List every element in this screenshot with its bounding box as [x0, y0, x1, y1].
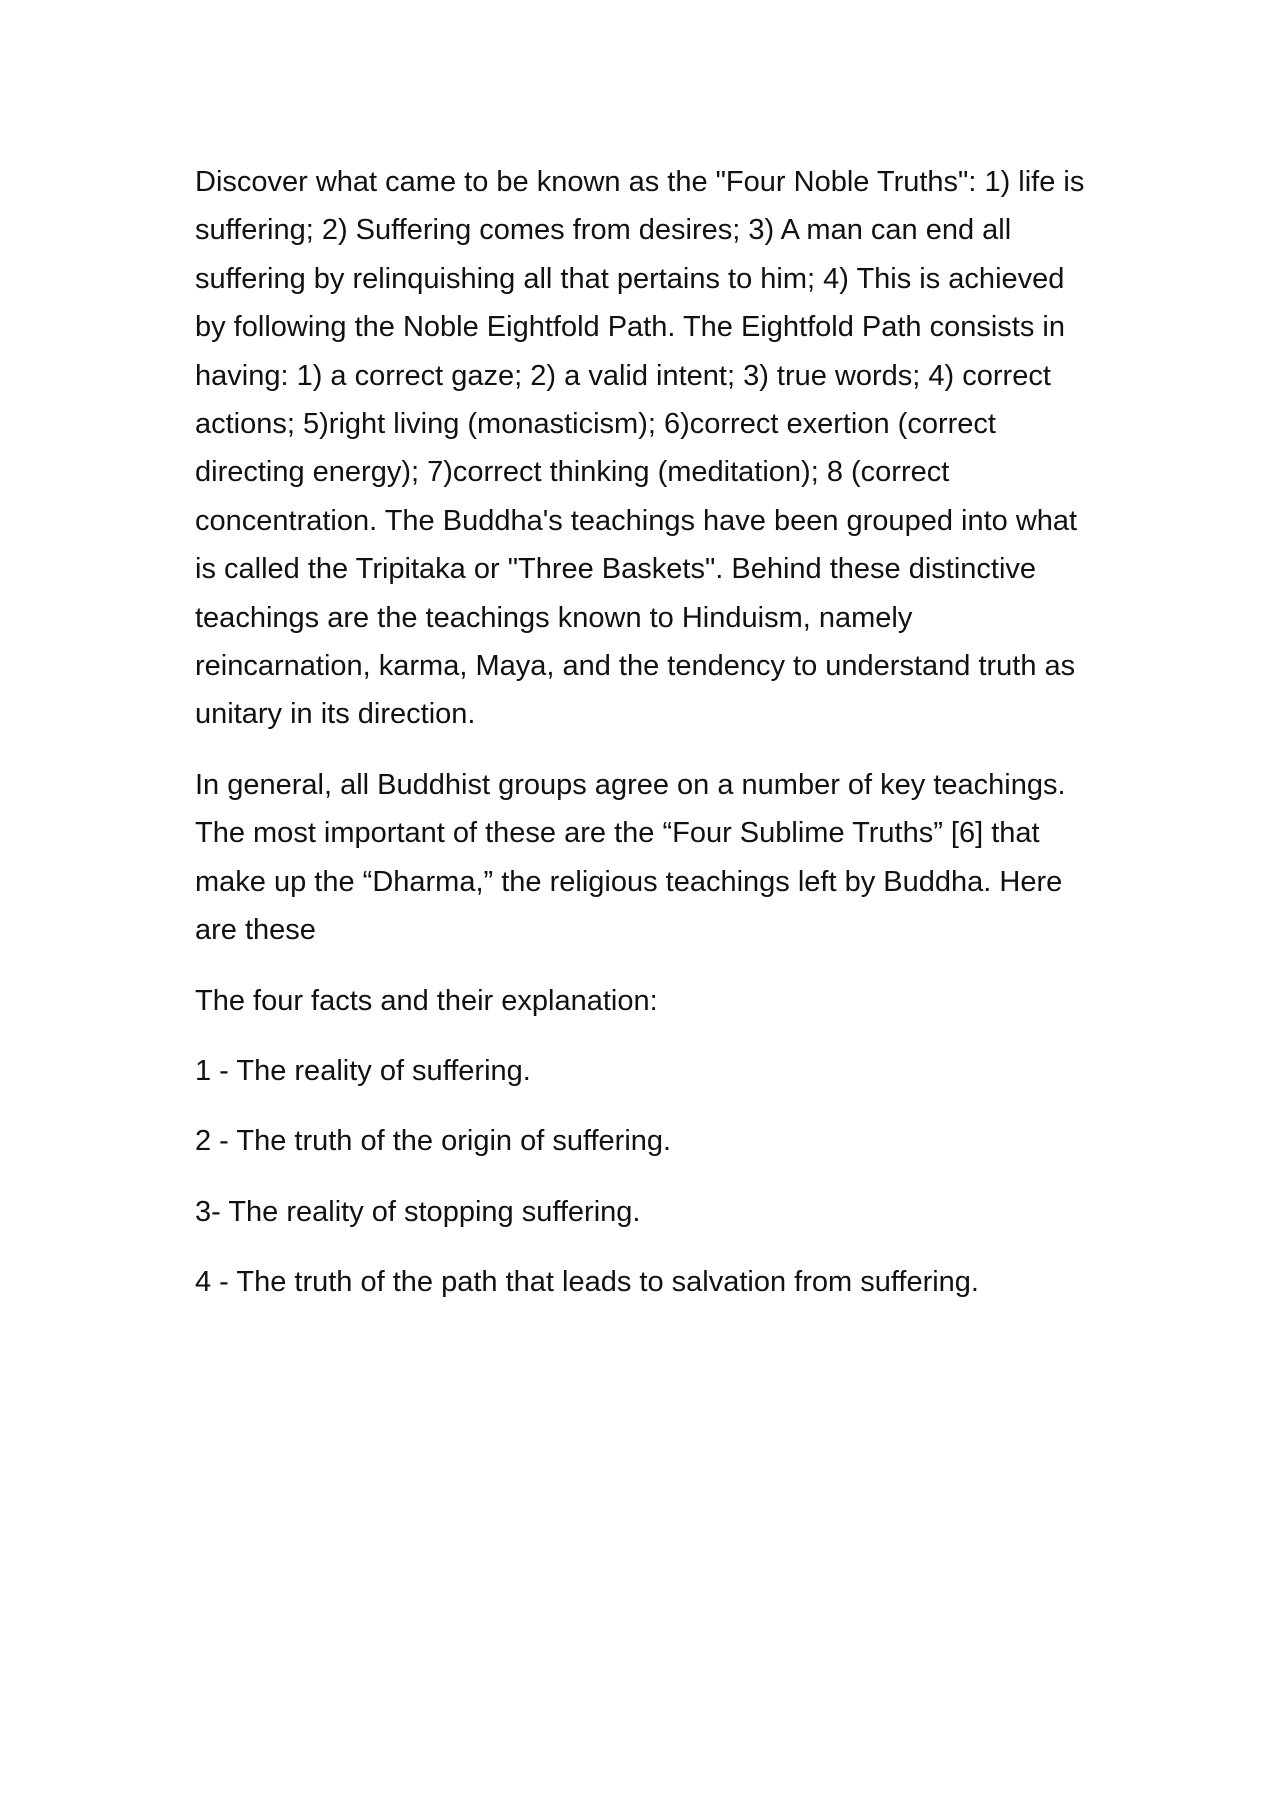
- paragraph-four-facts-intro: The four facts and their explanation:: [195, 984, 658, 1017]
- list-item-fact-1: 1 - The reality of suffering.: [195, 1054, 531, 1087]
- document-body: [195, 158, 1095, 1329]
- paragraph-four-noble-truths: Discover what came to be known as the "Four Noble Truths": 1) life is suffering; 2) Suffering comes from desires; 3) A man can end all suffering by relinquishing all that pertains to him; 4) This is achieved by following the Noble Eightfold Path. The Eightfold Path consists in having: 1) a correct gaze; 2) a valid intent; 3) true words; 4) correct actions; 5)right living (monasticism); 6)correct exertion (correct directing energy); 7)correct thinking (meditation); 8 (correct concentration. The Buddha's teachings have been grouped into what is called the Tripitaka or "Three Baskets". Behind these distinctive teachings are the teachings known to Hinduism, namely reincarnation, karma, Maya, and the tendency to understand truth as unitary in its direction.: [195, 166, 1085, 731]
- paragraph-key-teachings: In general, all Buddhist groups agree on a number of key teachings. The most important of these are the “Four Sublime Truths” [6] that make up the “Dharma,” the religious teachings left by Buddha. Here are these: [195, 768, 1066, 947]
- list-item-fact-3: 3- The reality of stopping suffering.: [195, 1195, 641, 1228]
- list-item-fact-4: 4 - The truth of the path that leads to salvation from suffering.: [195, 1266, 979, 1299]
- list-item-fact-2: 2 - The truth of the origin of suffering.: [195, 1125, 672, 1158]
